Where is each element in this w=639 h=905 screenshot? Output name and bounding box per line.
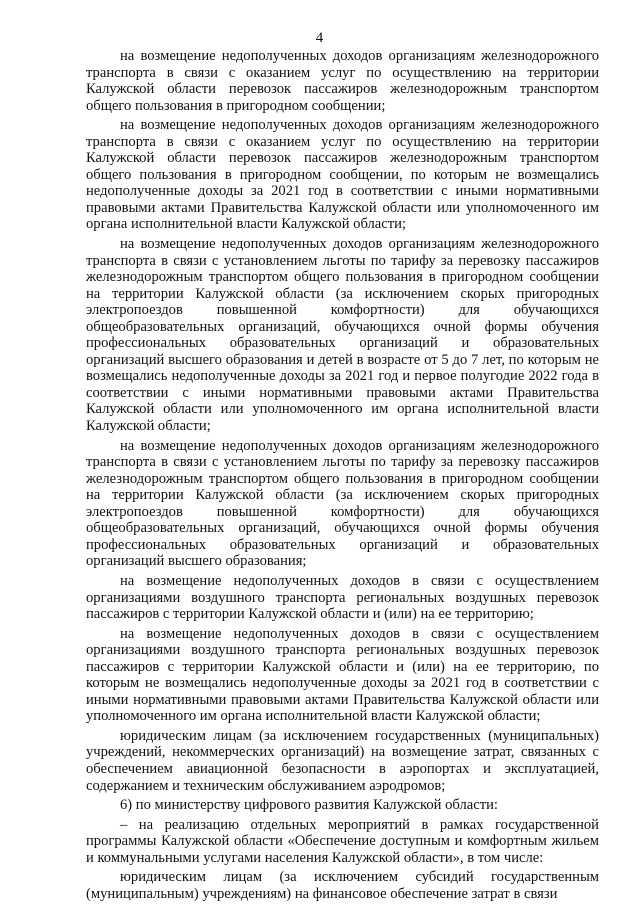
paragraph-legal-entities-subsidy: юридическим лицам (за исключением субсидий государственным (муниципальным) учреждениям) на финансовое обеспечение затрат в связи	[86, 869, 599, 902]
paragraph-rail-passenger-compensation-2021: на возмещение недополученных доходов организациям железнодорожного транспорта в связи с оказанием услуг по осуществлению на территории Калужской области перевозок пассажиров железнодорожным транспортом общего пользования в пригородном сообщении, по которым не возмещались недополученные доходы за 2021 год в соответствии с иными нормативными правовыми актами Правительства Калужской области или уполномоченного им органа исполнительной власти Калужской области;	[86, 117, 599, 233]
paragraph-air-transport-compensation-2021: на возмещение недополученных доходов в связи с осуществлением организациями воздушного транспорта региональных воздушных перевозок пассажиров с территории Калужской области и (или) на ее территорию, по которым не возмещались недополученные доходы за 2021 год в соответствии с иными нормативными правовыми актами Правительства Калужской области или уполномоченного им органа исполнительной власти Калужской области;	[86, 625, 599, 725]
document-body	[86, 48, 599, 905]
paragraph-rail-student-benefit-2021-2022: на возмещение недополученных доходов организациям железнодорожного транспорта в связи с установлением льготы по тарифу за перевозку пассажиров железнодорожным транспортом общего пользования в пригородном сообщении на территории Калужской области (за исключением скорых пригородных электропоездов повышенной комфортности) для обучающихся общеобразовательных организаций, обучающихся очной формы обучения профессиональных образовательных организаций и образовательных организаций высшего образования и детей в возрасте от 5 до 7 лет, по которым не возмещались недополученные доходы за 2021 год и первое полугодие 2022 года в соответствии с иными нормативными правовыми актами Правительства Калужской области или уполномоченного им органа исполнительной власти Калужской области;	[86, 236, 599, 435]
paragraph-aviation-security: юридическим лицам (за исключением государственных (муниципальных) учреждений, некоммерческих организаций) на возмещение затрат, связанных с обеспечением авиационной безопасности в аэропортах и эксплуатацией, содержанием и техническим обслуживанием аэродромов;	[86, 727, 599, 794]
page-number: 4	[315, 30, 324, 46]
paragraph-air-transport-compensation: на возмещение недополученных доходов в связи с осуществлением организациями воздушного транспорта региональных воздушных перевозок пассажиров с территории Калужской области и (или) на ее территорию;	[86, 572, 599, 623]
paragraph-rail-passenger-compensation: на возмещение недополученных доходов организациям железнодорожного транспорта в связи с оказанием услуг по осуществлению на территории Калужской области перевозок пассажиров железнодорожным транспортом общего пользования в пригородном сообщении;	[86, 48, 599, 114]
paragraph-housing-program: – на реализацию отдельных мероприятий в рамках государственной программы Калужской области «Обеспечение доступным и комфортным жильем и коммунальными услугами населения Калужской области», в том числе:	[86, 816, 599, 866]
paragraph-rail-student-benefit: на возмещение недополученных доходов организациям железнодорожного транспорта в связи с установлением льготы по тарифу за перевозку пассажиров железнодорожным транспортом общего пользования в пригородном сообщении на территории Калужской области (за исключением скорых пригородных электропоездов повышенной комфортности) для обучающихся общеобразовательных организаций, обучающихся очной формы обучения профессиональных образовательных организаций и образовательных организаций высшего образования;	[86, 437, 599, 570]
paragraph-digital-ministry-heading: 6) по министерству цифрового развития Калужской области:	[120, 797, 498, 814]
